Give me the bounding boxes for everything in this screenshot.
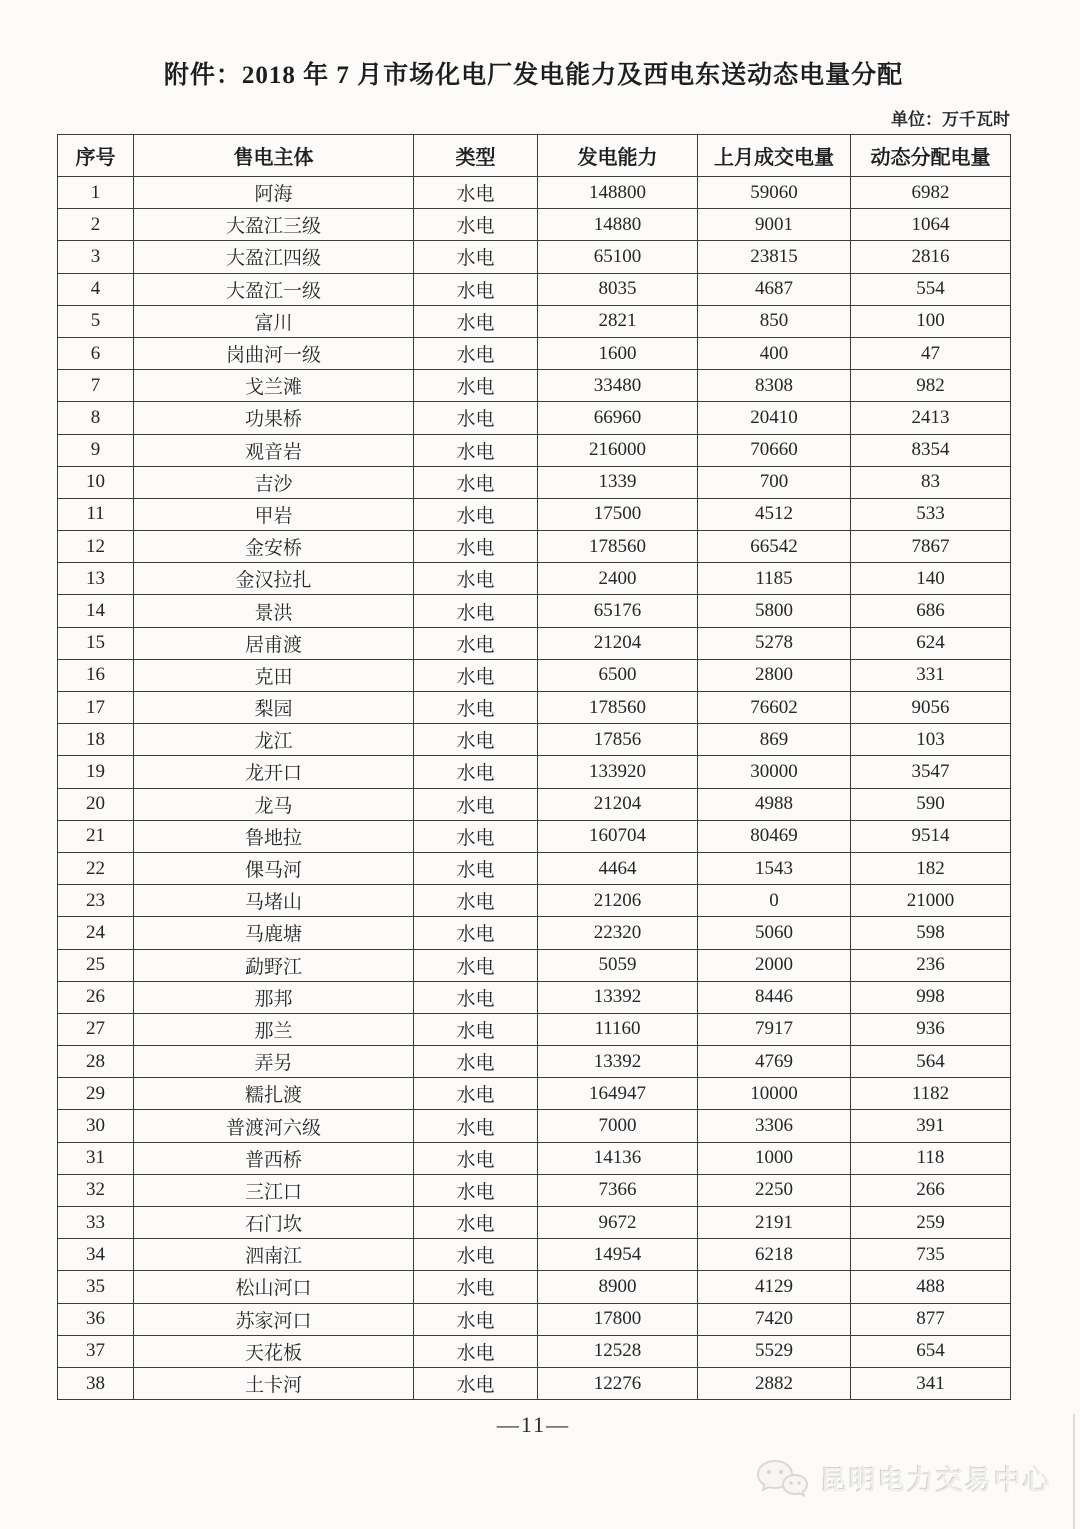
table-row [58, 1110, 1011, 1142]
wechat-logo-icon [754, 1457, 810, 1499]
page-title: 附件：2018 年 7 月市场化电厂发电能力及西电东送动态电量分配 [163, 62, 904, 89]
cell-last-month: 1000 [698, 1142, 851, 1174]
table-row [58, 563, 1011, 595]
cell-no: 3 [58, 241, 134, 273]
cell-seller: 戈兰滩 [134, 370, 414, 402]
cell-seller: 吉沙 [134, 466, 414, 498]
cell-no: 16 [58, 659, 134, 691]
cell-last-month: 869 [698, 724, 851, 756]
cell-last-month: 80469 [698, 820, 851, 852]
cell-capacity: 4464 [538, 852, 698, 884]
cell-seller: 观音岩 [134, 434, 414, 466]
table-row [58, 756, 1011, 788]
cell-seller: 倮马河 [134, 852, 414, 884]
cell-capacity: 1600 [538, 337, 698, 369]
cell-seller: 鲁地拉 [134, 820, 414, 852]
cell-last-month: 4512 [698, 498, 851, 530]
cell-type: 水电 [414, 1142, 538, 1174]
cell-type: 水电 [414, 434, 538, 466]
cell-no: 20 [58, 788, 134, 820]
cell-type: 水电 [414, 820, 538, 852]
cell-seller: 弄另 [134, 1046, 414, 1078]
cell-no: 2 [58, 209, 134, 241]
table-row [58, 241, 1011, 273]
cell-no: 1 [58, 177, 134, 209]
cell-no: 14 [58, 595, 134, 627]
cell-capacity: 12276 [538, 1367, 698, 1399]
cell-last-month: 23815 [698, 241, 851, 273]
cell-last-month: 5060 [698, 917, 851, 949]
cell-allocation: 182 [851, 852, 1011, 884]
cell-allocation: 1064 [851, 209, 1011, 241]
cell-last-month: 5529 [698, 1335, 851, 1367]
cell-seller: 糯扎渡 [134, 1078, 414, 1110]
cell-last-month: 20410 [698, 402, 851, 434]
cell-allocation: 7867 [851, 531, 1011, 563]
table-header-row [58, 135, 1011, 177]
cell-no: 5 [58, 305, 134, 337]
table-row [58, 1174, 1011, 1206]
cell-last-month: 5278 [698, 627, 851, 659]
cell-type: 水电 [414, 337, 538, 369]
cell-seller: 松山河口 [134, 1271, 414, 1303]
table-row [58, 177, 1011, 209]
table-row [58, 402, 1011, 434]
cell-capacity: 160704 [538, 820, 698, 852]
cell-capacity: 21204 [538, 788, 698, 820]
cell-type: 水电 [414, 531, 538, 563]
table-row [58, 1335, 1011, 1367]
cell-last-month: 7917 [698, 1013, 851, 1045]
cell-allocation: 598 [851, 917, 1011, 949]
cell-no: 21 [58, 820, 134, 852]
cell-allocation: 1182 [851, 1078, 1011, 1110]
cell-no: 37 [58, 1335, 134, 1367]
table-row [58, 498, 1011, 530]
cell-last-month: 59060 [698, 177, 851, 209]
cell-capacity: 14136 [538, 1142, 698, 1174]
cell-capacity: 5059 [538, 949, 698, 981]
table-row [58, 1078, 1011, 1110]
cell-type: 水电 [414, 692, 538, 724]
table-row [58, 724, 1011, 756]
cell-allocation: 654 [851, 1335, 1011, 1367]
cell-last-month: 2882 [698, 1367, 851, 1399]
cell-capacity: 14880 [538, 209, 698, 241]
cell-no: 23 [58, 885, 134, 917]
cell-allocation: 391 [851, 1110, 1011, 1142]
cell-seller: 马堵山 [134, 885, 414, 917]
cell-type: 水电 [414, 1013, 538, 1045]
cell-allocation: 2816 [851, 241, 1011, 273]
table-row [58, 1239, 1011, 1271]
cell-allocation: 103 [851, 724, 1011, 756]
cell-seller: 石门坎 [134, 1207, 414, 1239]
cell-capacity: 12528 [538, 1335, 698, 1367]
cell-no: 28 [58, 1046, 134, 1078]
cell-type: 水电 [414, 595, 538, 627]
cell-seller: 大盈江一级 [134, 273, 414, 305]
cell-allocation: 998 [851, 981, 1011, 1013]
table-row [58, 595, 1011, 627]
cell-no: 15 [58, 627, 134, 659]
cell-no: 22 [58, 852, 134, 884]
cell-last-month: 2000 [698, 949, 851, 981]
cell-no: 27 [58, 1013, 134, 1045]
cell-allocation: 259 [851, 1207, 1011, 1239]
cell-seller: 功果桥 [134, 402, 414, 434]
table-row [58, 337, 1011, 369]
cell-seller: 景洪 [134, 595, 414, 627]
cell-type: 水电 [414, 659, 538, 691]
cell-seller: 克田 [134, 659, 414, 691]
column-header-seller: 售电主体 [134, 135, 414, 177]
column-header-no: 序号 [58, 135, 134, 177]
cell-no: 6 [58, 337, 134, 369]
cell-allocation: 100 [851, 305, 1011, 337]
cell-no: 32 [58, 1174, 134, 1206]
cell-allocation: 590 [851, 788, 1011, 820]
cell-capacity: 65100 [538, 241, 698, 273]
cell-no: 36 [58, 1303, 134, 1335]
cell-type: 水电 [414, 788, 538, 820]
cell-allocation: 2413 [851, 402, 1011, 434]
cell-no: 35 [58, 1271, 134, 1303]
table-row [58, 692, 1011, 724]
cell-seller: 大盈江四级 [134, 241, 414, 273]
cell-capacity: 21206 [538, 885, 698, 917]
cell-capacity: 66960 [538, 402, 698, 434]
cell-allocation: 533 [851, 498, 1011, 530]
cell-seller: 马鹿塘 [134, 917, 414, 949]
cell-no: 12 [58, 531, 134, 563]
cell-capacity: 17800 [538, 1303, 698, 1335]
cell-seller: 天花板 [134, 1335, 414, 1367]
cell-allocation: 982 [851, 370, 1011, 402]
cell-type: 水电 [414, 627, 538, 659]
cell-allocation: 118 [851, 1142, 1011, 1174]
cell-type: 水电 [414, 885, 538, 917]
table-row [58, 434, 1011, 466]
table-row [58, 917, 1011, 949]
cell-allocation: 236 [851, 949, 1011, 981]
cell-last-month: 70660 [698, 434, 851, 466]
table-row [58, 209, 1011, 241]
allocation-table [57, 134, 1011, 1400]
cell-last-month: 2191 [698, 1207, 851, 1239]
cell-seller: 苏家河口 [134, 1303, 414, 1335]
table-row [58, 820, 1011, 852]
cell-seller: 龙开口 [134, 756, 414, 788]
cell-no: 38 [58, 1367, 134, 1399]
cell-last-month: 8446 [698, 981, 851, 1013]
cell-no: 19 [58, 756, 134, 788]
cell-last-month: 76602 [698, 692, 851, 724]
cell-allocation: 8354 [851, 434, 1011, 466]
cell-allocation: 83 [851, 466, 1011, 498]
table-body [58, 177, 1011, 1400]
cell-no: 11 [58, 498, 134, 530]
cell-last-month: 4129 [698, 1271, 851, 1303]
cell-seller: 勐野江 [134, 949, 414, 981]
cell-capacity: 21204 [538, 627, 698, 659]
cell-no: 10 [58, 466, 134, 498]
table-row [58, 466, 1011, 498]
cell-last-month: 9001 [698, 209, 851, 241]
cell-type: 水电 [414, 1335, 538, 1367]
cell-seller: 大盈江三级 [134, 209, 414, 241]
table-row [58, 1013, 1011, 1045]
cell-seller: 富川 [134, 305, 414, 337]
cell-capacity: 8900 [538, 1271, 698, 1303]
cell-type: 水电 [414, 1239, 538, 1271]
table-row [58, 531, 1011, 563]
cell-allocation: 877 [851, 1303, 1011, 1335]
cell-allocation: 341 [851, 1367, 1011, 1399]
cell-no: 33 [58, 1207, 134, 1239]
cell-capacity: 7000 [538, 1110, 698, 1142]
cell-capacity: 11160 [538, 1013, 698, 1045]
cell-no: 31 [58, 1142, 134, 1174]
cell-seller: 居甫渡 [134, 627, 414, 659]
column-header-allocation: 动态分配电量 [851, 135, 1011, 177]
cell-last-month: 3306 [698, 1110, 851, 1142]
cell-capacity: 2821 [538, 305, 698, 337]
cell-type: 水电 [414, 498, 538, 530]
table-row [58, 1367, 1011, 1399]
table-row [58, 1271, 1011, 1303]
cell-type: 水电 [414, 466, 538, 498]
cell-seller: 那兰 [134, 1013, 414, 1045]
cell-capacity: 2400 [538, 563, 698, 595]
table-row [58, 1303, 1011, 1335]
cell-no: 26 [58, 981, 134, 1013]
table-row [58, 1207, 1011, 1239]
cell-capacity: 178560 [538, 692, 698, 724]
cell-seller: 三江口 [134, 1174, 414, 1206]
cell-type: 水电 [414, 241, 538, 273]
cell-last-month: 400 [698, 337, 851, 369]
cell-type: 水电 [414, 563, 538, 595]
cell-no: 7 [58, 370, 134, 402]
cell-type: 水电 [414, 724, 538, 756]
cell-type: 水电 [414, 852, 538, 884]
cell-no: 17 [58, 692, 134, 724]
column-header-capacity: 发电能力 [538, 135, 698, 177]
cell-last-month: 4687 [698, 273, 851, 305]
cell-allocation: 3547 [851, 756, 1011, 788]
cell-allocation: 554 [851, 273, 1011, 305]
cell-type: 水电 [414, 1174, 538, 1206]
cell-last-month: 5800 [698, 595, 851, 627]
scan-edge-artifact [1073, 1414, 1075, 1529]
cell-last-month: 700 [698, 466, 851, 498]
cell-allocation: 331 [851, 659, 1011, 691]
column-header-last-month: 上月成交电量 [698, 135, 851, 177]
table-row [58, 273, 1011, 305]
cell-last-month: 4988 [698, 788, 851, 820]
cell-capacity: 33480 [538, 370, 698, 402]
cell-seller: 龙江 [134, 724, 414, 756]
cell-last-month: 8308 [698, 370, 851, 402]
cell-last-month: 0 [698, 885, 851, 917]
cell-allocation: 140 [851, 563, 1011, 595]
cell-capacity: 17856 [538, 724, 698, 756]
table-row [58, 1142, 1011, 1174]
cell-type: 水电 [414, 1046, 538, 1078]
cell-capacity: 1339 [538, 466, 698, 498]
cell-last-month: 6218 [698, 1239, 851, 1271]
cell-allocation: 266 [851, 1174, 1011, 1206]
cell-no: 34 [58, 1239, 134, 1271]
cell-capacity: 13392 [538, 981, 698, 1013]
cell-seller: 普西桥 [134, 1142, 414, 1174]
table-row [58, 788, 1011, 820]
cell-seller: 那邦 [134, 981, 414, 1013]
cell-seller: 土卡河 [134, 1367, 414, 1399]
page-number: —11— [496, 1412, 571, 1438]
cell-type: 水电 [414, 1110, 538, 1142]
table-row [58, 981, 1011, 1013]
cell-last-month: 1185 [698, 563, 851, 595]
cell-capacity: 8035 [538, 273, 698, 305]
table-row [58, 370, 1011, 402]
cell-capacity: 13392 [538, 1046, 698, 1078]
cell-no: 18 [58, 724, 134, 756]
cell-no: 8 [58, 402, 134, 434]
cell-capacity: 216000 [538, 434, 698, 466]
cell-no: 13 [58, 563, 134, 595]
cell-capacity: 178560 [538, 531, 698, 563]
cell-capacity: 65176 [538, 595, 698, 627]
cell-type: 水电 [414, 209, 538, 241]
watermark-text: 昆明电力交易中心 [820, 1465, 1052, 1496]
cell-last-month: 10000 [698, 1078, 851, 1110]
cell-allocation: 21000 [851, 885, 1011, 917]
cell-type: 水电 [414, 273, 538, 305]
cell-last-month: 2250 [698, 1174, 851, 1206]
cell-allocation: 624 [851, 627, 1011, 659]
cell-seller: 梨园 [134, 692, 414, 724]
cell-type: 水电 [414, 1367, 538, 1399]
cell-no: 4 [58, 273, 134, 305]
cell-type: 水电 [414, 402, 538, 434]
cell-capacity: 22320 [538, 917, 698, 949]
cell-seller: 岗曲河一级 [134, 337, 414, 369]
cell-last-month: 66542 [698, 531, 851, 563]
table-row [58, 627, 1011, 659]
cell-allocation: 936 [851, 1013, 1011, 1045]
cell-last-month: 850 [698, 305, 851, 337]
cell-seller: 阿海 [134, 177, 414, 209]
cell-seller: 普渡河六级 [134, 1110, 414, 1142]
cell-type: 水电 [414, 1271, 538, 1303]
cell-no: 29 [58, 1078, 134, 1110]
cell-seller: 金安桥 [134, 531, 414, 563]
cell-type: 水电 [414, 756, 538, 788]
cell-type: 水电 [414, 1078, 538, 1110]
cell-allocation: 488 [851, 1271, 1011, 1303]
cell-capacity: 14954 [538, 1239, 698, 1271]
cell-last-month: 2800 [698, 659, 851, 691]
cell-type: 水电 [414, 917, 538, 949]
cell-allocation: 686 [851, 595, 1011, 627]
cell-capacity: 7366 [538, 1174, 698, 1206]
cell-no: 25 [58, 949, 134, 981]
table-row [58, 305, 1011, 337]
cell-allocation: 6982 [851, 177, 1011, 209]
cell-seller: 泗南江 [134, 1239, 414, 1271]
cell-allocation: 9514 [851, 820, 1011, 852]
table-row [58, 949, 1011, 981]
table-row [58, 659, 1011, 691]
unit-label: 单位：万千瓦时 [891, 110, 1010, 129]
cell-type: 水电 [414, 1207, 538, 1239]
cell-seller: 金汉拉扎 [134, 563, 414, 595]
cell-allocation: 735 [851, 1239, 1011, 1271]
table-row [58, 1046, 1011, 1078]
cell-allocation: 9056 [851, 692, 1011, 724]
cell-seller: 甲岩 [134, 498, 414, 530]
cell-last-month: 7420 [698, 1303, 851, 1335]
cell-last-month: 1543 [698, 852, 851, 884]
cell-no: 24 [58, 917, 134, 949]
table-row [58, 885, 1011, 917]
cell-type: 水电 [414, 981, 538, 1013]
cell-type: 水电 [414, 949, 538, 981]
cell-no: 30 [58, 1110, 134, 1142]
table-row [58, 852, 1011, 884]
cell-capacity: 164947 [538, 1078, 698, 1110]
cell-capacity: 148800 [538, 177, 698, 209]
cell-capacity: 6500 [538, 659, 698, 691]
cell-type: 水电 [414, 1303, 538, 1335]
cell-allocation: 564 [851, 1046, 1011, 1078]
cell-capacity: 9672 [538, 1207, 698, 1239]
cell-last-month: 4769 [698, 1046, 851, 1078]
cell-allocation: 47 [851, 337, 1011, 369]
footer-watermark [754, 1457, 1052, 1499]
cell-type: 水电 [414, 177, 538, 209]
column-header-type: 类型 [414, 135, 538, 177]
cell-seller: 龙马 [134, 788, 414, 820]
cell-last-month: 30000 [698, 756, 851, 788]
cell-capacity: 17500 [538, 498, 698, 530]
cell-type: 水电 [414, 370, 538, 402]
cell-capacity: 133920 [538, 756, 698, 788]
cell-no: 9 [58, 434, 134, 466]
cell-type: 水电 [414, 305, 538, 337]
